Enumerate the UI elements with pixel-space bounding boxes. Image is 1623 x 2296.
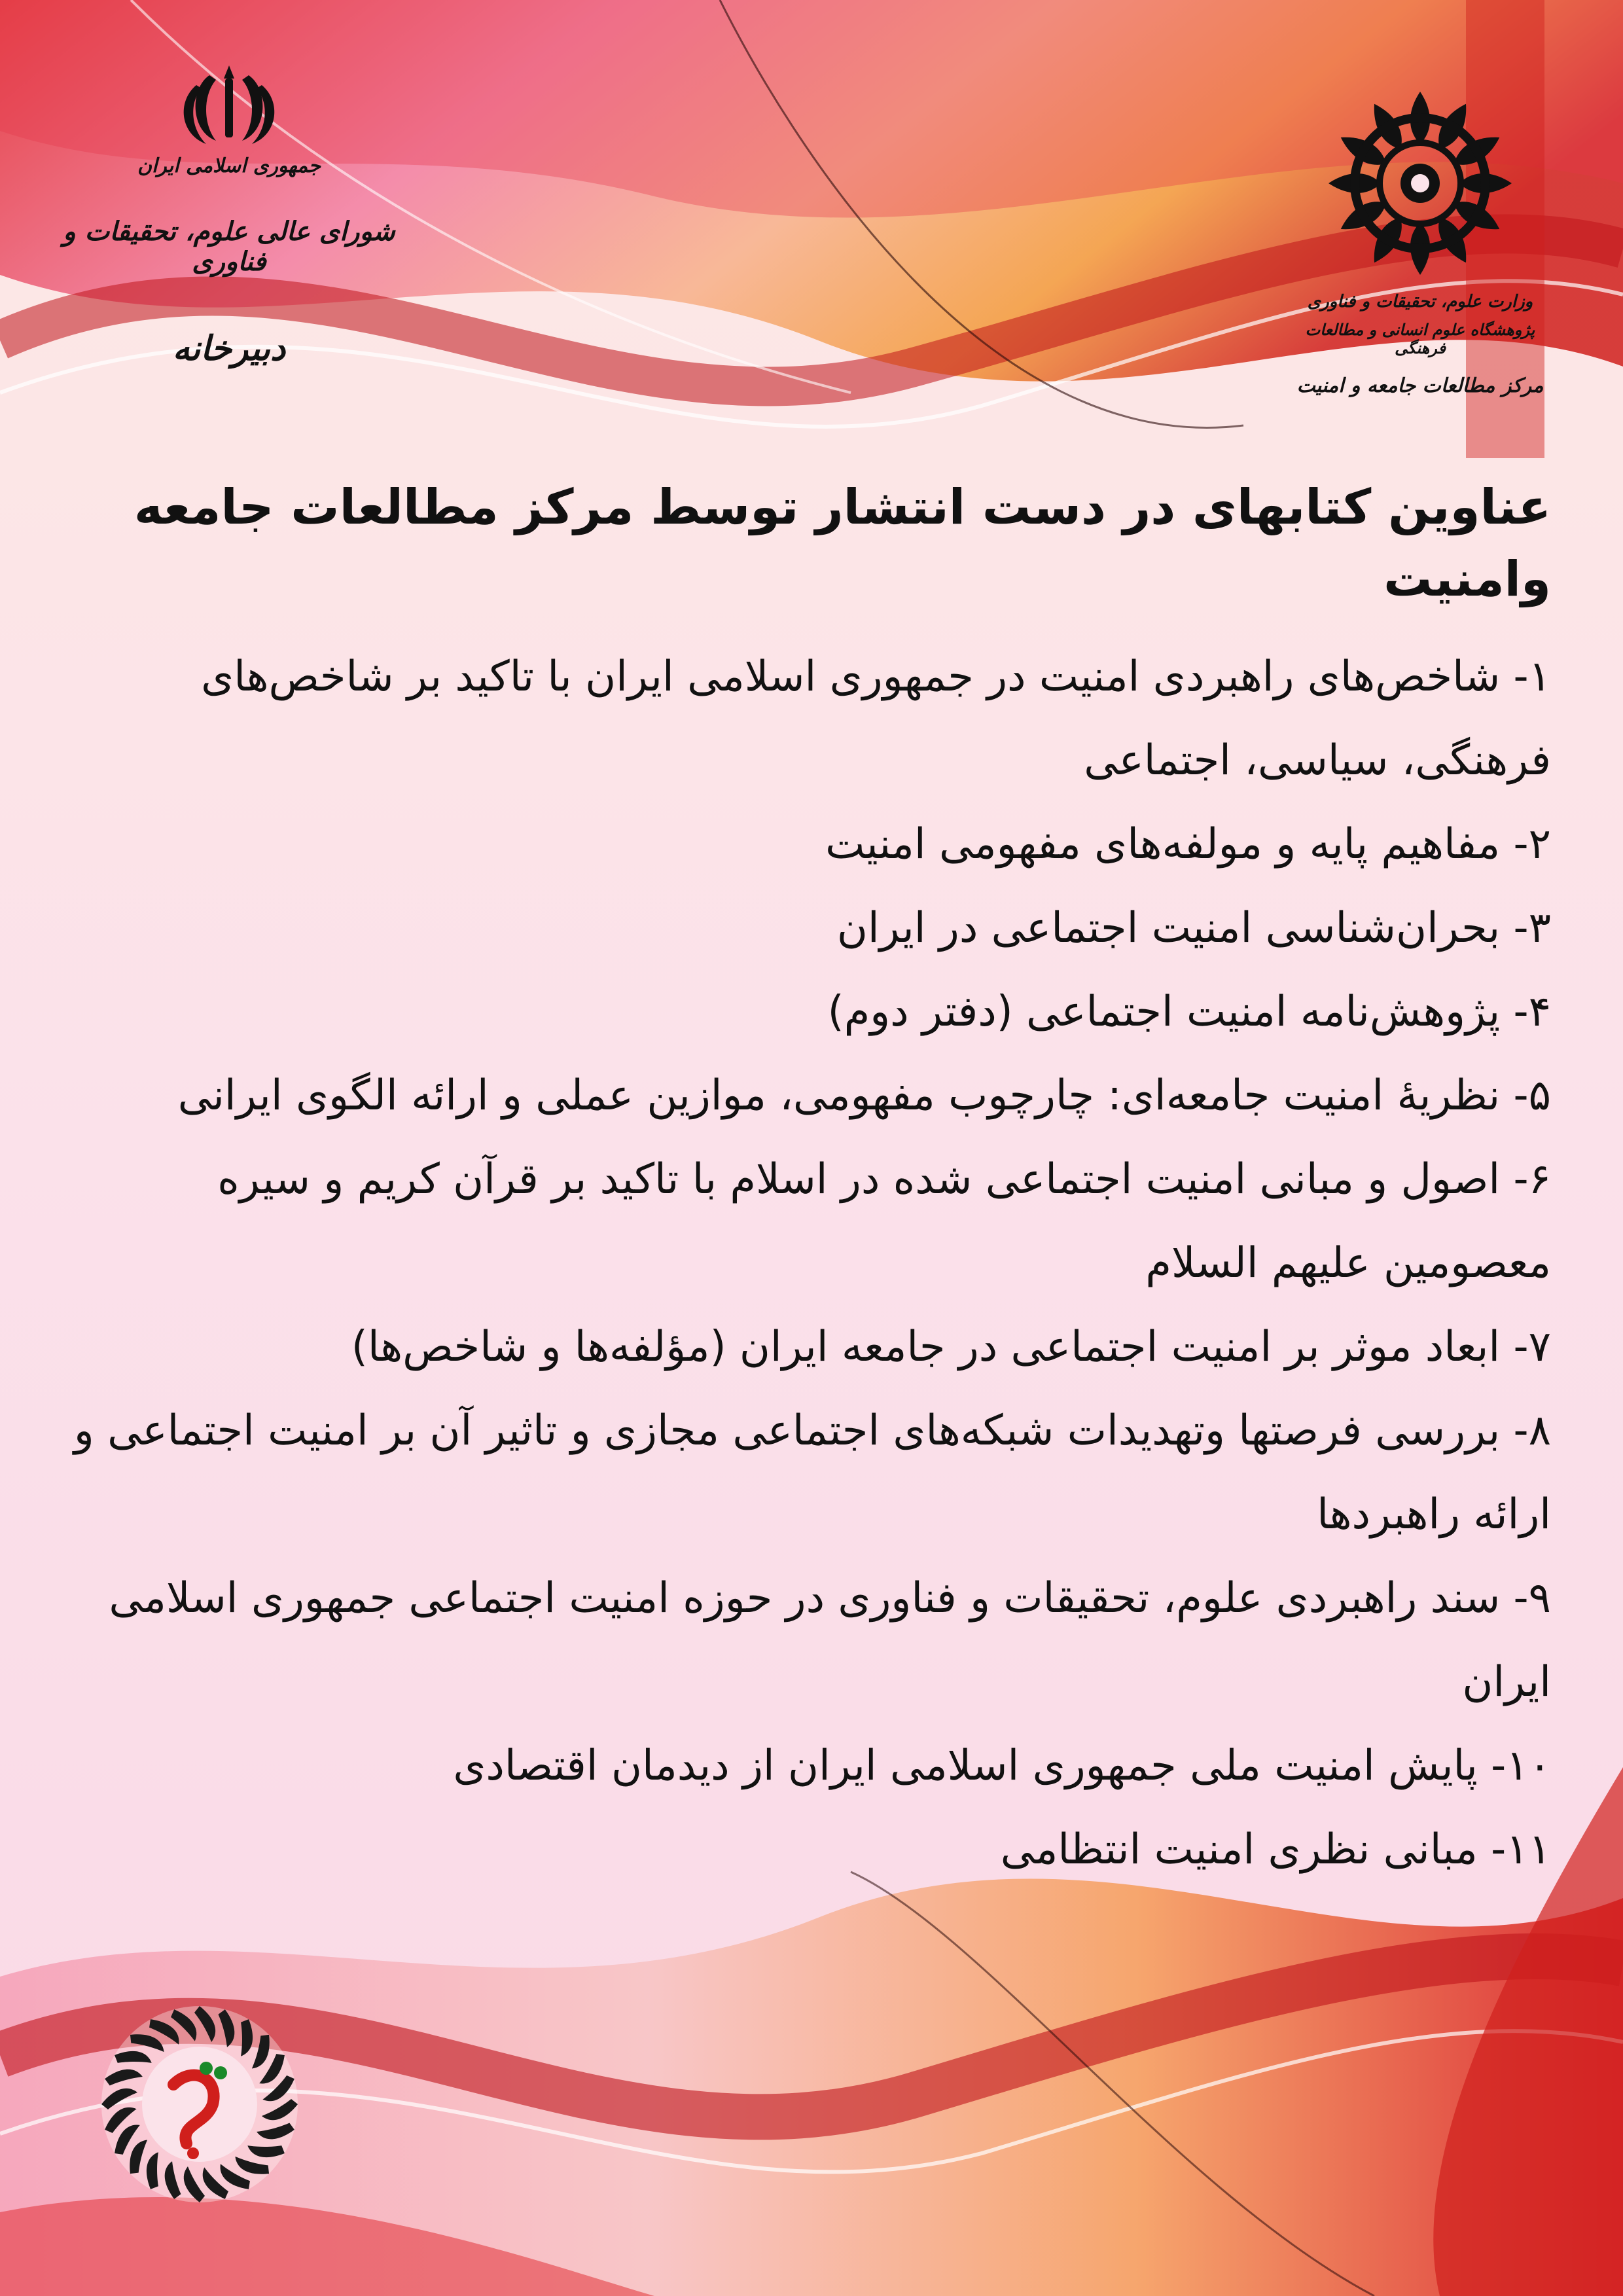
council-name: شورای عالی علوم، تحقیقات و فناوری [63,217,395,277]
book-item-3: ۳- بحران‌شناسی امنیت اجتماعی در ایران [836,904,1551,952]
book-list [65,635,1551,1892]
book-item-1: ۱- شاخص‌های راهبردی امنیت در جمهوری اسلامی ایران با تاکید بر شاخص‌های فرهنگی، سیاسی، اجتماعی [201,653,1551,785]
book-item-9: ۹- سند راهبردی علوم، تحقیقات و فناوری در حوزه امنیت اجتماعی جمهوری اسلامی ایران [109,1574,1551,1706]
iran-emblem-icon [170,59,288,151]
book-item-11: ۱۱- مبانی نظری امنیت انتظامی [1000,1825,1551,1874]
book-item-10: ۱۰- پایش امنیت ملی جمهوری اسلامی ایران از دیدمان اقتصادی [453,1742,1551,1790]
book-item-6: ۶- اصول و مبانی امنیت اجتماعی شده در اسلام با تاکید بر قرآن کریم و سیره معصومین علیهم السلام [217,1155,1551,1287]
center-name: مرکز مطالعات جامعه و امنیت [1296,374,1544,397]
spiral-calligraphy-logo-icon [98,2003,301,2206]
book-item-8: ۸- بررسی فرصتها وتهدیدات شبکه‌های اجتماعی مجازی و تاثیر آن بر امنیت اجتماعی و ارائه راهبردها [73,1407,1551,1539]
book-item-5: ۵- نظریهٔ امنیت جامعه‌ای: چارچوب مفهومی، موازین عملی و ارائه الگوی ایرانی [177,1071,1551,1120]
page-title: عناوین کتابهای در دست انتشار توسط مرکز مطالعات جامعه وامنیت [134,479,1551,607]
council-logo [59,52,399,419]
secretariat-label: دبیرخانه [172,329,286,368]
book-item-4: ۴- پژوهش‌نامه امنیت اجتماعی (دفتر دوم) [827,988,1551,1036]
ministry-name: وزارت علوم، تحقیقات و فناوری [1307,292,1533,312]
institute-name: پژوهشگاه علوم انسانی و مطالعات فرهنگی [1305,321,1535,357]
research-institute-logo [1283,85,1558,425]
main-content [65,471,1551,1892]
book-item-7: ۷- ابعاد موثر بر امنیت اجتماعی در جامعه ایران (مؤلفه‌ها و شاخص‌ها) [351,1323,1551,1371]
book-item-2: ۲- مفاهیم پایه و مولفه‌های مفهومی امنیت [825,820,1551,869]
country-name: جمهوری اسلامی ایران [137,154,321,177]
rosette-logo-icon [1322,85,1518,281]
